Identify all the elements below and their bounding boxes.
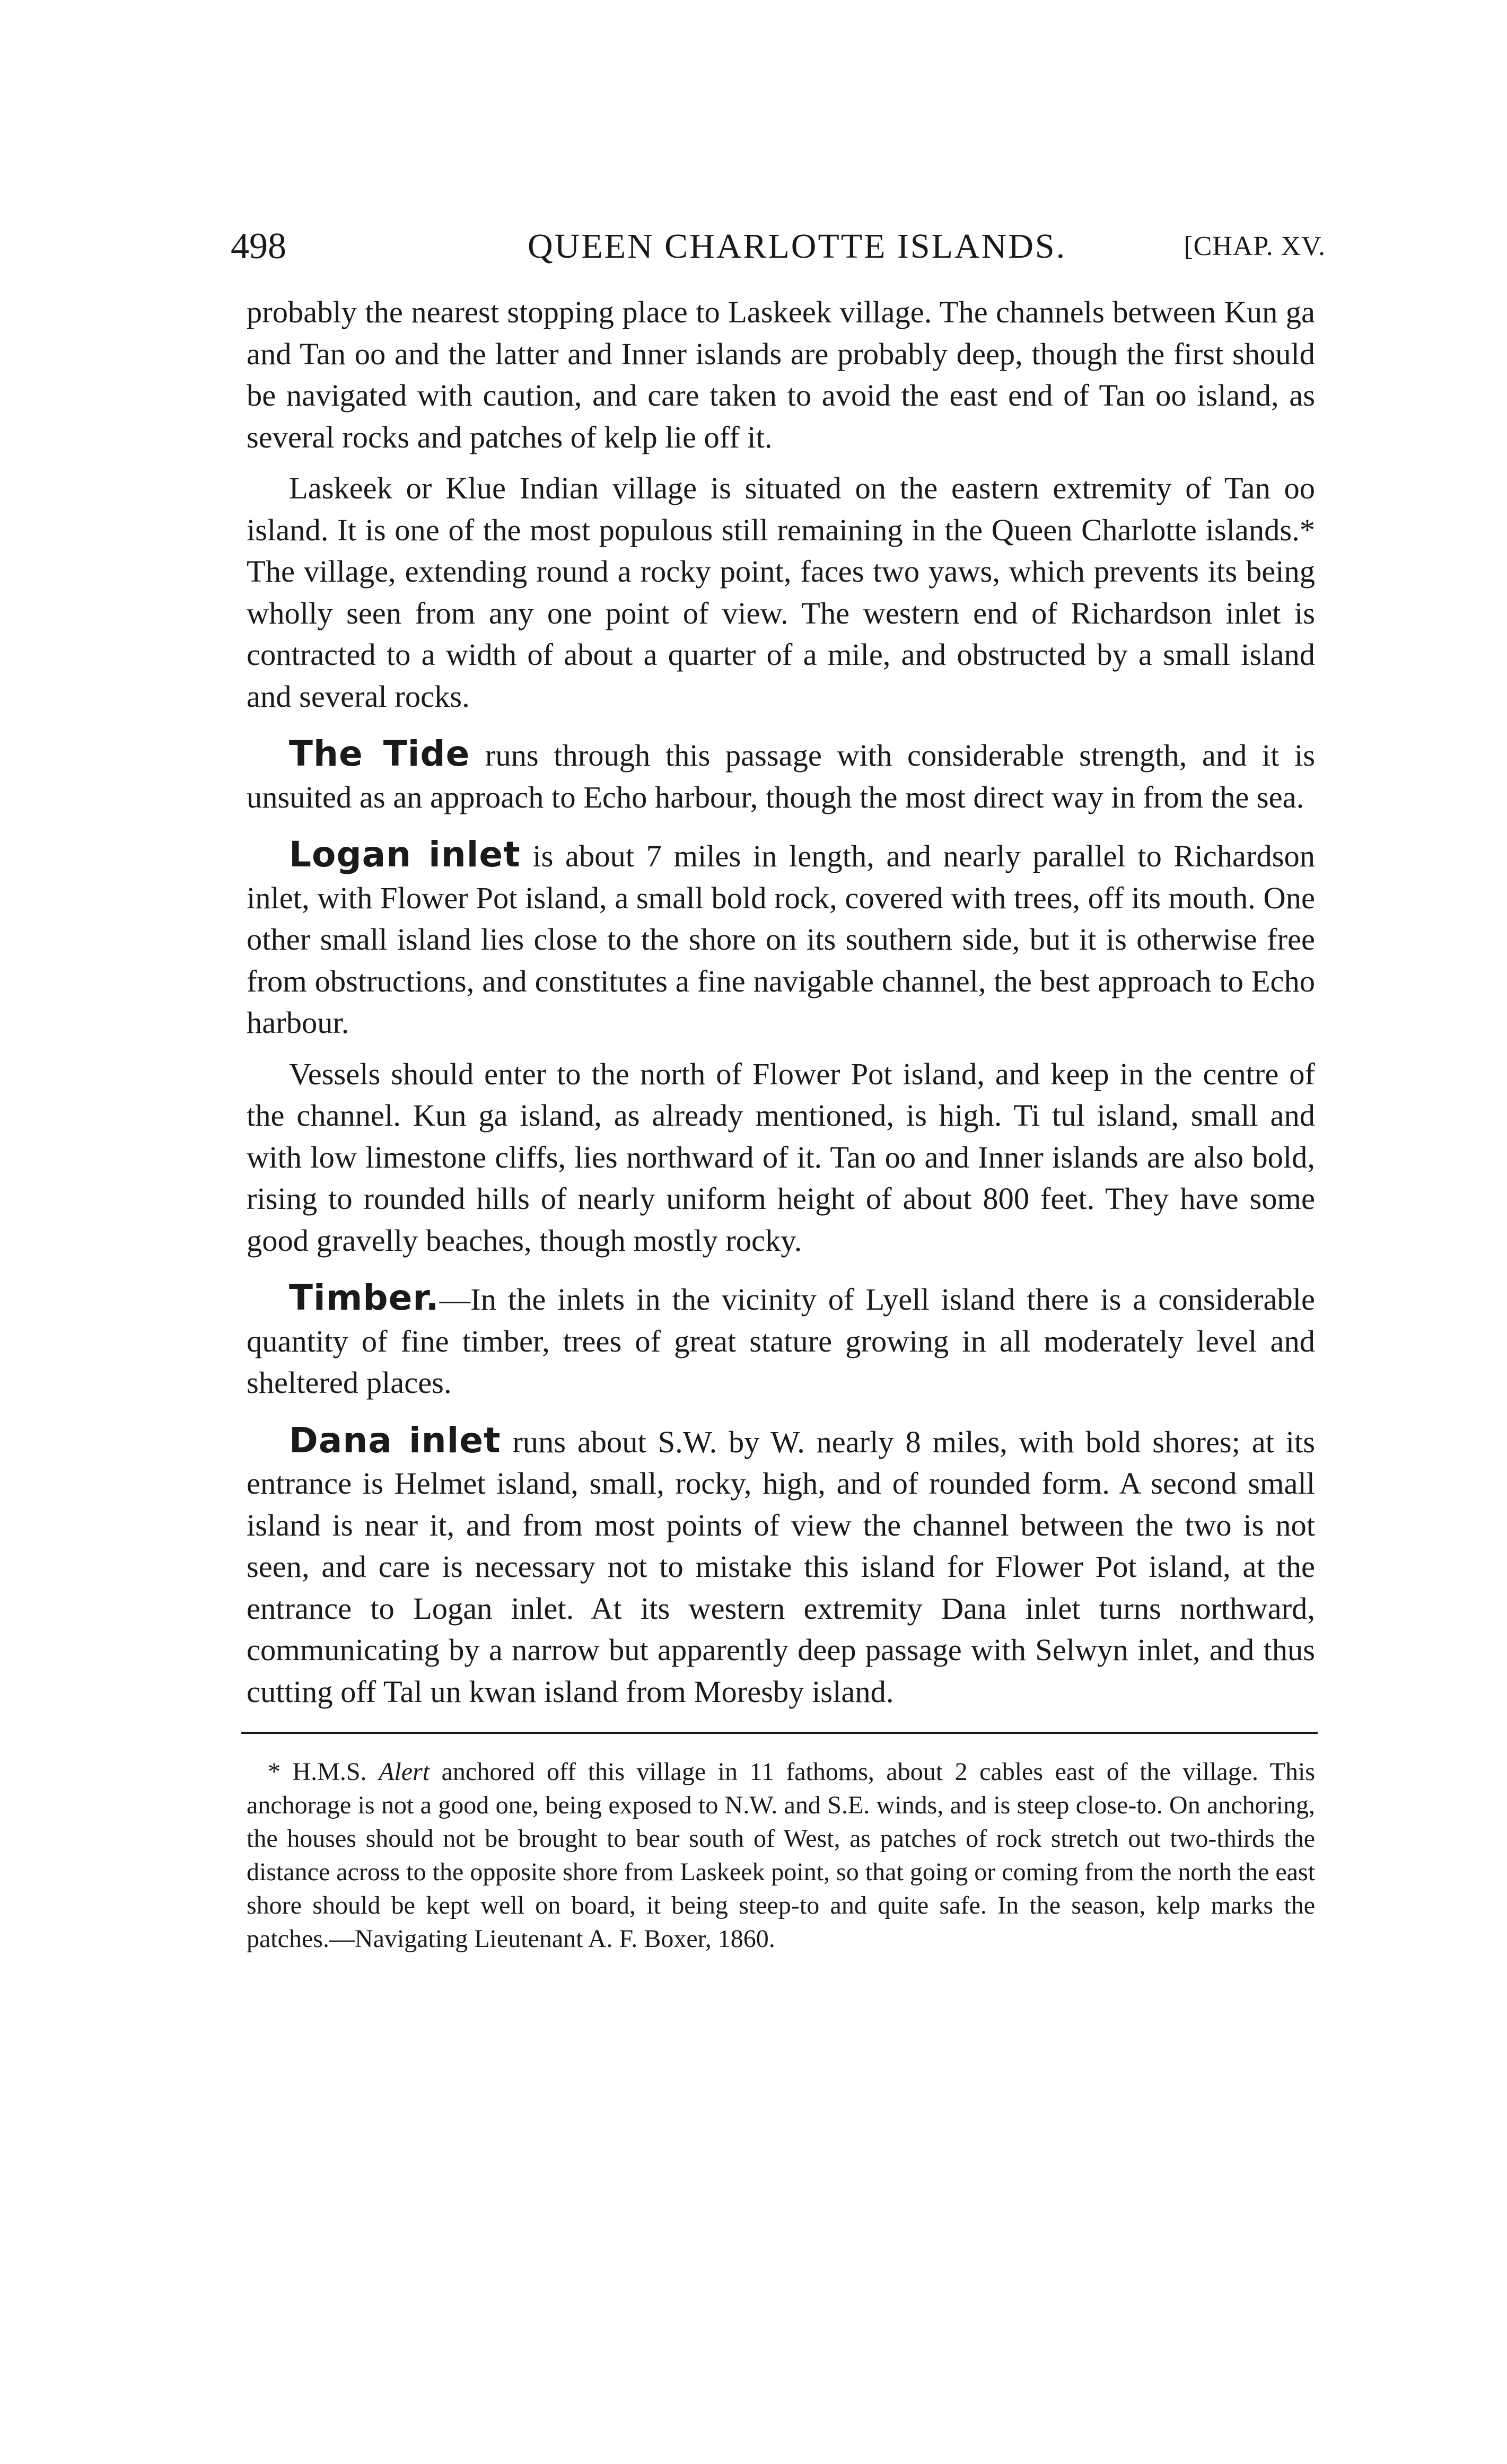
paragraph-dana-inlet-text: runs about S.W. by W. nearly 8 miles, with bold shores; at its entrance is Helmet island, small, rocky, high, and of rounded form. A second small island is near it, and from most points of view the channel between the two is not seen, and care is necessary not to mistake this island for Flower Pot island, at the entrance to Logan inlet. At its western extremity Dana inlet turns northward, communicating by a narrow but apparently deep passage with Selwyn inlet, and thus cutting off Tal un kwan island from Moresby island. (247, 1424, 1315, 1709)
body-text (247, 292, 1315, 1713)
running-title: QUEEN CHARLOTTE ISLANDS. (528, 227, 1067, 266)
paragraph-1: probably the nearest stopping place to Laskeek village. The channels between Kun ga and Tan oo and the latter and Inner islands are probably deep, though the first should be navigated with caution, and care taken to avoid the east end of Tan oo island, as several rocks and patches of kelp lie off it. (247, 295, 1315, 454)
paragraph-timber (247, 1277, 1315, 1404)
sidehead-logan-inlet: Logan inlet (289, 834, 521, 875)
sidehead-dana-inlet: Dana inlet (289, 1419, 501, 1461)
paragraph-the-tide-text: runs through this passage with considerable strength, and it is unsuited as an approach to Echo harbour, though the most direct way in from the sea. (247, 738, 1315, 814)
page-header (231, 223, 1326, 270)
paragraph-logan-inlet (247, 834, 1315, 1044)
footnote-ship-name: Alert (379, 1758, 430, 1786)
paragraph-timber-text: —In the inlets in the vicinity of Lyell island there is a considerable quantity of fine timber, trees of great stature growing in all moderately level and sheltered places. (247, 1282, 1315, 1400)
paragraph-dana-inlet (247, 1420, 1315, 1713)
paragraph-the-tide (247, 733, 1315, 818)
footnote (247, 1755, 1315, 1956)
footnote-lead: * H.M.S. (268, 1758, 379, 1786)
chapter-label: [CHAP. XV. (1184, 231, 1326, 261)
paragraph-vessels: Vessels should enter to the north of Flower Pot island, and keep in the centre of the channel. Kun ga island, as already mentioned, is high. Ti tul island, small and with low limestone cliffs, lies northward of it. Tan oo and Inner islands are also bold, rising to rounded hills of nearly uniform height of about 800 feet. They have some good gravelly beaches, though mostly rocky. (247, 1056, 1315, 1258)
book-page (231, 223, 1326, 1956)
paragraph-laskeek-village: Laskeek or Klue Indian village is situated on the eastern extremity of Tan oo island. It is one of the most populous still remaining in the Queen Charlotte islands.* The village, extending round a rocky point, faces two yaws, which prevents its being wholly seen from any one point of view. The western end of Richardson inlet is contracted to a width of about a quarter of a mile, and obstructed by a small island and several rocks. (247, 471, 1315, 714)
page-number: 498 (231, 226, 286, 267)
paragraph-logan-inlet-text: is about 7 miles in length, and nearly parallel to Richardson inlet, with Flower Pot island, a small bold rock, covered with trees, off its mouth. One other small island lies close to the shore on its southern side, but it is otherwise free from obstructions, and constitutes a fine navigable channel, the best approach to Echo harbour. (247, 839, 1315, 1040)
footnote-rule (241, 1732, 1318, 1734)
footnote-text: anchored off this village in 11 fathoms, about 2 cables east of the village. This anchorage is not a good one, being exposed to N.W. and S.E. winds, and is steep close-to. On anchoring, the houses should not be brought to bear south of West, as patches of rock stretch out two-thirds the distance across to the opposite shore from Laskeek point, so that going or coming from the north the east shore should be kept well on board, it being steep-to and quite safe. In the season, kelp marks the patches.—Navigating Lieutenant A. F. Boxer, 1860. (247, 1758, 1315, 1953)
sidehead-the-tide: The Tide (289, 733, 470, 774)
sidehead-timber: Timber. (289, 1277, 440, 1318)
